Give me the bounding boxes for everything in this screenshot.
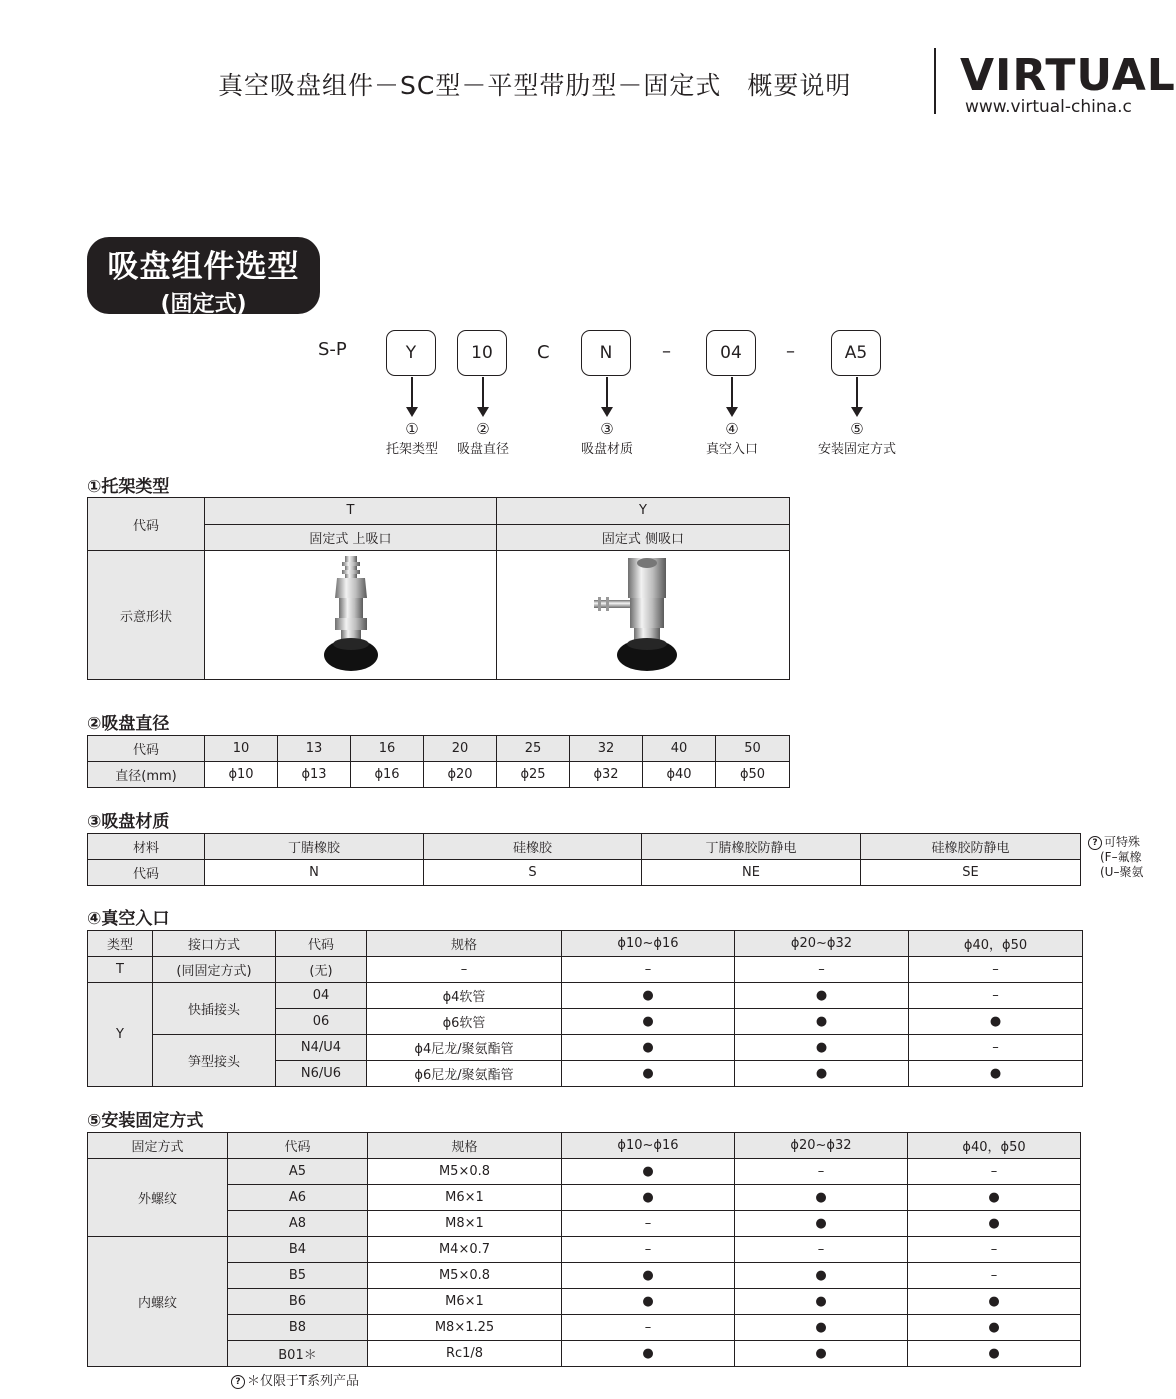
arrowhead-icon <box>406 407 418 417</box>
mount-group-cell: 外螺纹 <box>88 1159 228 1237</box>
brand-url: www.virtual-china.c <box>965 97 1132 117</box>
material-name: 硅橡胶防静电 <box>861 834 1081 860</box>
bracket-desc: 固定式 上吸口 <box>205 524 497 551</box>
availability-cell: – <box>908 1237 1081 1263</box>
code-cell: 04 <box>276 983 367 1009</box>
code-separator: C <box>537 342 550 363</box>
table-row <box>88 1289 1081 1315</box>
diameter-value: ϕ25 <box>497 762 570 788</box>
col-header: 代码 <box>276 931 367 957</box>
availability-cell: ● <box>562 983 735 1009</box>
row-header: 直径(mm) <box>88 762 205 788</box>
material-code: NE <box>642 860 861 886</box>
table-row <box>88 957 1083 983</box>
availability-cell: – <box>735 1237 908 1263</box>
code-separator: – <box>662 341 671 362</box>
availability-cell: ● <box>908 1289 1081 1315</box>
brand-logo: VIRTUAL <box>960 50 1176 101</box>
availability-cell: ● <box>735 1009 909 1035</box>
col-header: 类型 <box>88 931 153 957</box>
diameter-value: ϕ32 <box>570 762 643 788</box>
side-note-line: (F–氟橡 <box>1100 850 1142 864</box>
section-badge <box>87 237 320 317</box>
diameter-code: 25 <box>497 736 570 762</box>
availability-cell: – <box>562 957 735 983</box>
table-row <box>88 1035 1083 1061</box>
material-name: 硅橡胶 <box>424 834 642 860</box>
arrowhead-icon <box>477 407 489 417</box>
table-row <box>88 1315 1081 1341</box>
diameter-value: ϕ40 <box>643 762 716 788</box>
section-title-diameter: ②吸盘直径 <box>87 714 170 734</box>
col-header: ϕ10~ϕ16 <box>562 931 735 957</box>
col-header: 固定方式 <box>88 1133 228 1159</box>
code-cell: 06 <box>276 1009 367 1035</box>
vacuum-inlet-table <box>87 930 1083 1087</box>
arrow-down-icon <box>411 377 413 407</box>
type-cell: Y <box>88 983 153 1087</box>
table-row <box>88 1185 1081 1211</box>
badge-subtitle: (固定式) <box>160 292 247 317</box>
availability-cell: ● <box>735 1185 908 1211</box>
col-header: ϕ10~ϕ16 <box>562 1133 735 1159</box>
suction-cup-top-inlet-image <box>311 552 391 674</box>
arrowhead-icon <box>726 407 738 417</box>
arrow-down-icon <box>606 377 608 407</box>
spec-cell: ϕ6尼龙/聚氨酯管 <box>367 1061 562 1087</box>
code-box-material: N <box>581 330 631 376</box>
header-divider <box>934 48 936 114</box>
row-header: 代码 <box>88 498 205 551</box>
marker-3: ③ <box>600 420 614 438</box>
code-cell: A5 <box>228 1159 368 1185</box>
col-header: 规格 <box>368 1133 562 1159</box>
availability-cell: ● <box>562 1159 735 1185</box>
availability-cell: ● <box>735 1035 909 1061</box>
bracket-type-table <box>87 497 790 680</box>
availability-cell: – <box>909 1035 1083 1061</box>
availability-cell: ● <box>735 1315 908 1341</box>
availability-cell: ● <box>562 1185 735 1211</box>
availability-cell: ● <box>562 1341 735 1367</box>
diameter-value: ϕ50 <box>716 762 790 788</box>
table-row <box>88 1159 1081 1185</box>
table-row <box>88 1211 1081 1237</box>
spec-cell: M5×0.8 <box>368 1263 562 1289</box>
table-row <box>88 1237 1081 1263</box>
spec-cell: M4×0.7 <box>368 1237 562 1263</box>
diameter-code: 10 <box>205 736 278 762</box>
badge-title: 吸盘组件选型 <box>107 249 300 285</box>
availability-cell: – <box>909 983 1083 1009</box>
availability-cell: ● <box>909 1009 1083 1035</box>
code-cell: (无) <box>276 957 367 983</box>
col-header: 接口方式 <box>153 931 276 957</box>
material-code: SE <box>861 860 1081 886</box>
diameter-code: 32 <box>570 736 643 762</box>
spec-cell: M5×0.8 <box>368 1159 562 1185</box>
marker-1: ① <box>405 420 419 438</box>
arrowhead-icon <box>851 407 863 417</box>
availability-cell: – <box>909 957 1083 983</box>
availability-cell: – <box>735 1159 908 1185</box>
section-title-vacuum-inlet: ④真空入口 <box>87 909 170 929</box>
spec-cell: M8×1.25 <box>368 1315 562 1341</box>
material-name: 丁腈橡胶防静电 <box>642 834 861 860</box>
code-cell: B5 <box>228 1263 368 1289</box>
diameter-code: 13 <box>278 736 351 762</box>
row-header: 示意形状 <box>88 551 205 680</box>
diameter-value: ϕ16 <box>351 762 424 788</box>
bracket-desc: 固定式 侧吸口 <box>497 524 790 551</box>
row-header: 材料 <box>88 834 205 860</box>
table-row <box>88 983 1083 1009</box>
spec-cell: ϕ6软管 <box>367 1009 562 1035</box>
spec-cell: M6×1 <box>368 1289 562 1315</box>
diameter-value: ϕ10 <box>205 762 278 788</box>
marker-2: ② <box>476 420 490 438</box>
order-code-prefix: S-P <box>318 339 347 360</box>
row-header: 代码 <box>88 860 205 886</box>
availability-cell: ● <box>908 1341 1081 1367</box>
marker-4: ④ <box>725 420 739 438</box>
code-cell: N6/U6 <box>276 1061 367 1087</box>
availability-cell: ● <box>735 1341 908 1367</box>
spec-cell: ϕ4软管 <box>367 983 562 1009</box>
code-cell: A6 <box>228 1185 368 1211</box>
material-code: S <box>424 860 642 886</box>
method-cell: 笋型接头 <box>153 1035 276 1087</box>
label-bracket-type: 托架类型 <box>385 442 438 457</box>
col-header: 代码 <box>228 1133 368 1159</box>
availability-cell: – <box>562 1237 735 1263</box>
code-box-vacuum-inlet: 04 <box>706 330 756 376</box>
tip-icon: ? <box>231 1375 245 1389</box>
availability-cell: ● <box>735 1061 909 1087</box>
page-title: 真空吸盘组件－SC型－平型带肋型－固定式 概要说明 <box>218 71 852 100</box>
diameter-value: ϕ13 <box>278 762 351 788</box>
availability-cell: ● <box>909 1061 1083 1087</box>
availability-cell: – <box>735 957 909 983</box>
bracket-y-image <box>497 551 790 680</box>
table-row <box>88 1263 1081 1289</box>
bracket-t-image <box>205 551 497 680</box>
section-title-bracket: ①托架类型 <box>87 477 170 497</box>
material-table <box>87 833 1081 886</box>
code-box-diameter: 10 <box>457 330 507 376</box>
table-row <box>88 1341 1081 1367</box>
arrowhead-icon <box>601 407 613 417</box>
marker-5: ⑤ <box>850 420 864 438</box>
availability-cell: – <box>562 1315 735 1341</box>
availability-cell: ● <box>562 1061 735 1087</box>
label-diameter: 吸盘直径 <box>456 442 509 457</box>
label-material: 吸盘材质 <box>580 442 633 457</box>
availability-cell: ● <box>735 1211 908 1237</box>
row-header: 代码 <box>88 736 205 762</box>
code-cell: N4/U4 <box>276 1035 367 1061</box>
availability-cell: ● <box>562 1263 735 1289</box>
spec-cell: M8×1 <box>368 1211 562 1237</box>
col-header: ϕ20~ϕ32 <box>735 1133 908 1159</box>
material-name: 丁腈橡胶 <box>205 834 424 860</box>
code-cell: B6 <box>228 1289 368 1315</box>
code-box-bracket: Y <box>386 330 436 376</box>
arrow-down-icon <box>482 377 484 407</box>
availability-cell: ● <box>735 1289 908 1315</box>
side-note <box>1088 835 1143 880</box>
spec-cell: ϕ4尼龙/聚氨酯管 <box>367 1035 562 1061</box>
side-note-line: (U–聚氨 <box>1100 865 1144 879</box>
bracket-code: T <box>205 498 497 525</box>
footnote <box>231 1370 359 1389</box>
availability-cell: – <box>562 1211 735 1237</box>
method-cell: (同固定方式) <box>153 957 276 983</box>
spec-cell: Rc1/8 <box>368 1341 562 1367</box>
col-header: ϕ20~ϕ32 <box>735 931 909 957</box>
arrow-down-icon <box>856 377 858 407</box>
label-vacuum-inlet: 真空入口 <box>705 442 758 457</box>
availability-cell: ● <box>908 1185 1081 1211</box>
availability-cell: ● <box>908 1315 1081 1341</box>
diameter-code: 20 <box>424 736 497 762</box>
diameter-table <box>87 735 790 788</box>
material-code: N <box>205 860 424 886</box>
code-cell: B4 <box>228 1237 368 1263</box>
type-cell: T <box>88 957 153 983</box>
availability-cell: ● <box>562 1035 735 1061</box>
bracket-code: Y <box>497 498 790 525</box>
mount-group-cell: 内螺纹 <box>88 1237 228 1367</box>
col-header: 规格 <box>367 931 562 957</box>
spec-cell: – <box>367 957 562 983</box>
diameter-code: 40 <box>643 736 716 762</box>
availability-cell: ● <box>908 1211 1081 1237</box>
code-cell: B8 <box>228 1315 368 1341</box>
col-header: ϕ40，ϕ50 <box>908 1133 1081 1159</box>
col-header: ϕ40，ϕ50 <box>909 931 1083 957</box>
availability-cell: – <box>908 1159 1081 1185</box>
footnote-text: ＊仅限于T系列产品 <box>247 1374 359 1389</box>
arrow-down-icon <box>731 377 733 407</box>
diameter-value: ϕ20 <box>424 762 497 788</box>
code-box-mounting: A5 <box>831 330 881 376</box>
diameter-code: 16 <box>351 736 424 762</box>
side-note-line: 可特殊 <box>1104 835 1141 849</box>
availability-cell: ● <box>562 1009 735 1035</box>
method-cell: 快插接头 <box>153 983 276 1035</box>
code-cell: A8 <box>228 1211 368 1237</box>
tip-icon: ? <box>1088 836 1102 850</box>
availability-cell: ● <box>735 1263 908 1289</box>
availability-cell: ● <box>735 983 909 1009</box>
section-title-mounting: ⑤安装固定方式 <box>87 1111 204 1131</box>
diameter-code: 50 <box>716 736 790 762</box>
spec-cell: M6×1 <box>368 1185 562 1211</box>
code-cell: B01＊ <box>228 1341 368 1367</box>
section-title-material: ③吸盘材质 <box>87 812 170 832</box>
availability-cell: ● <box>562 1289 735 1315</box>
suction-cup-side-inlet-image <box>588 552 698 674</box>
code-separator: – <box>786 341 795 362</box>
availability-cell: – <box>908 1263 1081 1289</box>
label-mounting: 安装固定方式 <box>817 442 896 457</box>
mounting-table <box>87 1132 1081 1367</box>
